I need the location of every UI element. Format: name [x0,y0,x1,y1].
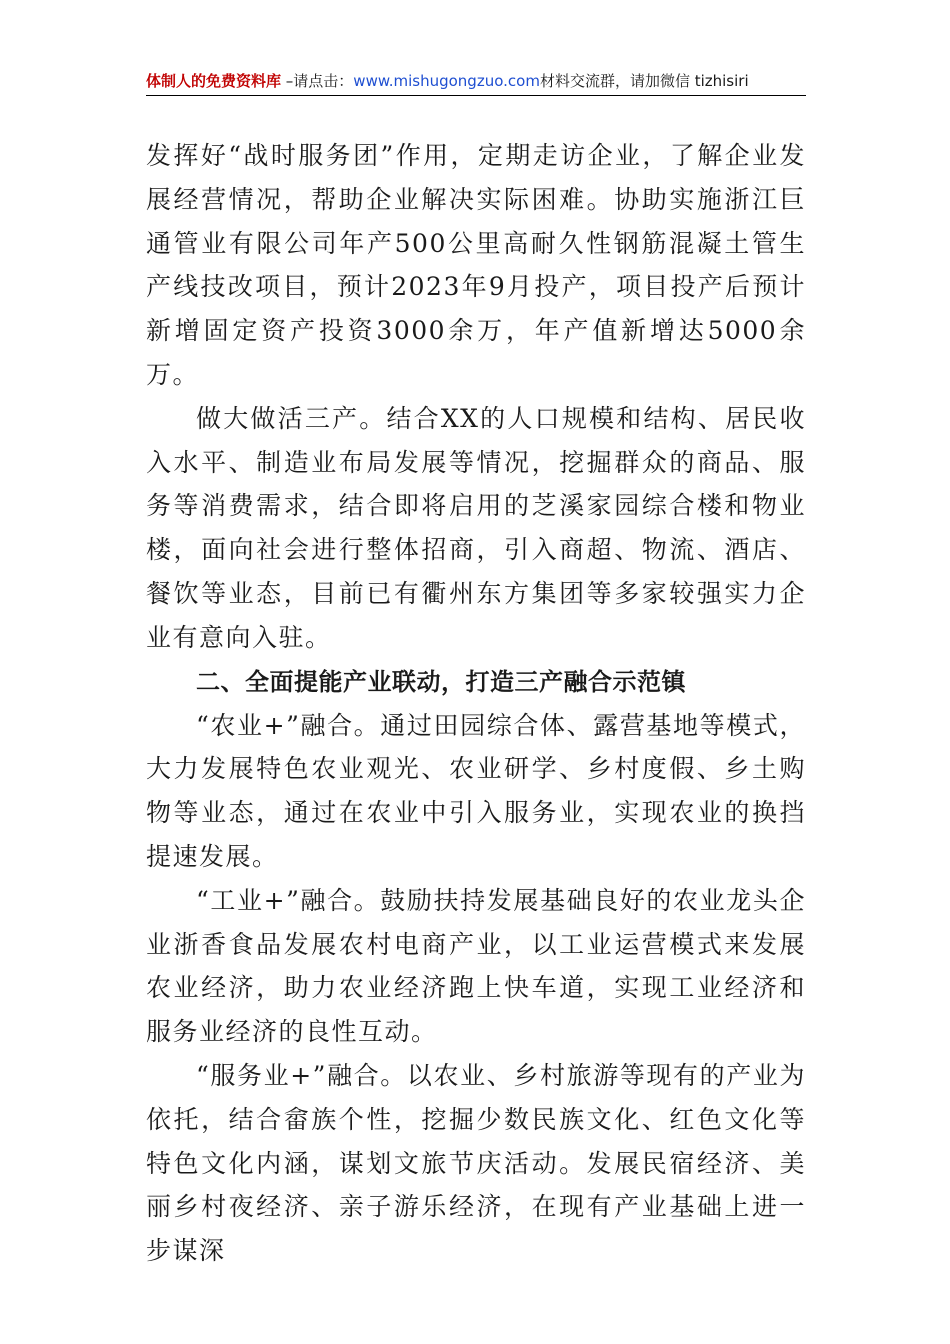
header-divider [146,95,806,96]
header-contact-text: 材料交流群，请加微信 tizhisiri [539,72,749,90]
paragraph-industry-plus: “工业+”融合。鼓励扶持发展基础良好的农业龙头企业浙香食品发展农村电商产业，以工业运营模式来发展农业经济，助力农业经济跑上快车道，实现工业经济和服务业经济的良性互动。 [146,885,806,1047]
header-prompt: –请点击： [281,72,354,90]
page-header [146,70,806,92]
paragraph-service-plus: “服务业+”融合。以农业、乡村旅游等现有的产业为依托，结合畲族个性，挖掘少数民族文化、红色文化等特色文化内涵，谋划文旅节庆活动。发展民宿经济、美丽乡村夜经济、亲子游乐经济，在现有产业基础上进一步谋深 [146,1060,806,1266]
paragraph-tertiary-industry: 做大做活三产。结合XX的人口规模和结构、居民收入水平、制造业布局发展等情况，挖掘群众的商品、服务等消费需求，结合即将启用的芝溪家园综合楼和物业楼，面向社会进行整体招商，引入商超、物流、酒店、餐饮等业态，目前已有衢州东方集团等多家较强实力企业有意向入驻。 [146,403,806,652]
paragraph-enterprise-service: 发挥好“战时服务团”作用，定期走访企业，了解企业发展经营情况，帮助企业解决实际困难。协助实施浙江巨通管业有限公司年产500公里高耐久性钢筋混凝土管生产线技改项目，预计2023年9月投产，项目投产后预计新增固定资产投资3000余万，年产值新增达5000余万。 [146,141,806,389]
header-website-link[interactable]: www.mishugongzuo.com [353,72,540,90]
section-heading: 二、全面提能产业联动，打造三产融合示范镇 [196,667,686,696]
document-body [146,134,806,1273]
header-brand: 体制人的免费资料库 [146,72,282,90]
paragraph-agriculture-plus: “农业+”融合。通过田园综合体、露营基地等模式，大力发展特色农业观光、农业研学、乡村度假、乡土购物等业态，通过在农业中引入服务业，实现农业的换挡提速发展。 [146,710,806,871]
